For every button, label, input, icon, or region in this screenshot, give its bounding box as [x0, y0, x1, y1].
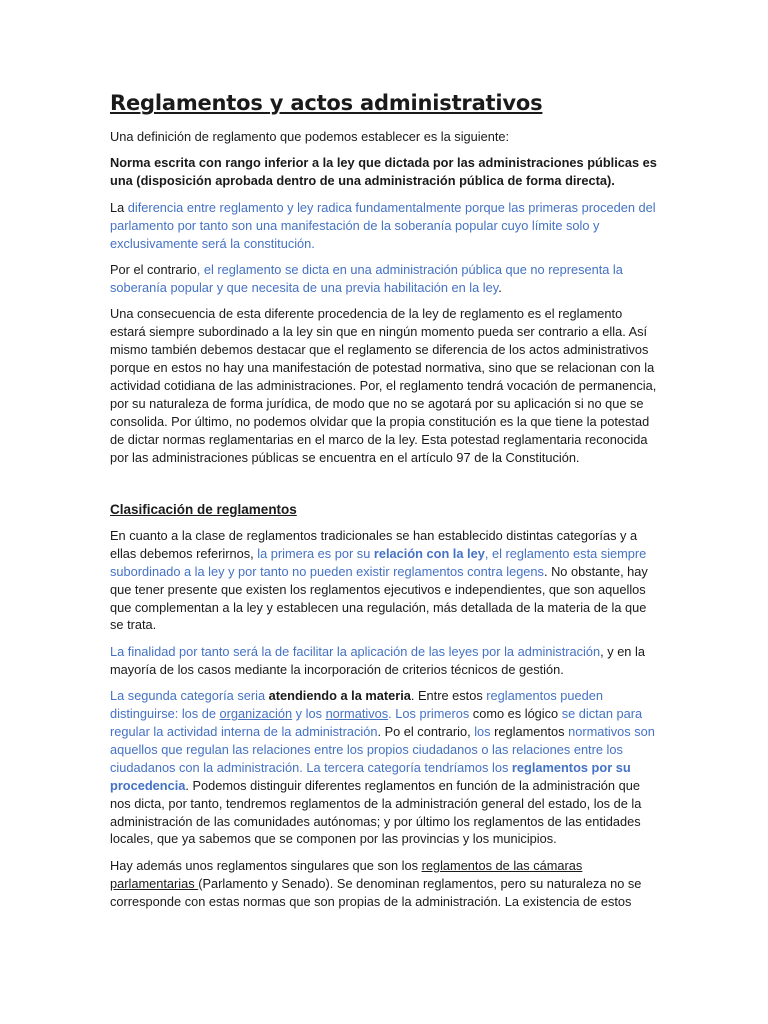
bold-text: atendiendo a la materia — [268, 688, 411, 704]
highlighted-text: , el reglamento esta siempre subordinado a la ley y por tanto no pueden existir reglamentos contra legens — [110, 545, 647, 579]
text-run: Hay además unos reglamentos singulares que son los — [110, 857, 422, 873]
text-run: . — [498, 279, 502, 295]
text-run: Por el contrario — [110, 261, 197, 277]
paragraph-difference — [110, 199, 660, 253]
highlighted-text: los — [474, 723, 491, 739]
paragraph-finality — [110, 643, 660, 679]
text-run: La — [110, 199, 128, 215]
paragraph-singular — [110, 857, 660, 911]
paragraph-definition: Norma escrita con rango inferior a la ley que dictada por las administraciones públicas es una (disposición aprobada dentro de una administración pública de forma directa). — [110, 155, 657, 189]
section-heading: Clasificación de reglamentos — [110, 501, 297, 517]
paragraph-contrary — [110, 261, 660, 297]
highlighted-text: normativos son aquellos que regulan las relaciones entre los propios ciudadanos o las relaciones entre los ciudadanos con la administración. La tercera categoría tendríamos los — [110, 723, 655, 775]
text-run: . No obstante, hay que tener presente que existen los reglamentos ejecutivos e independientes, que son aquellos que complementan a la ley y establecen una regulación, más detallada de la materia de la que se trata. — [110, 563, 648, 633]
paragraph-intro: Una definición de reglamento que podemos establecer es la siguiente: — [110, 129, 510, 144]
page-title: Reglamentos y actos administrativos — [110, 91, 543, 115]
highlighted-text: , el reglamento se dicta en una administración pública que no representa la soberanía popular y que necesita de una previa habilitación en la ley — [110, 261, 623, 295]
highlighted-text: la primera es por su — [257, 545, 374, 561]
underlined-text: reglamentos de las cámaras parlamentarias — [110, 857, 583, 891]
text-run: En cuanto a la clase de reglamentos tradicionales se han establecido distintas categorías y a ellas debemos referirnos, — [110, 527, 638, 561]
text-run: (Parlamento y Senado). Se denominan reglamentos, pero su naturaleza no se corresponde con estas normas que son propias de la administración. La existencia de estos — [110, 875, 642, 909]
text-run: reglamentos — [490, 723, 569, 739]
text-run: . Entre estos — [410, 688, 487, 704]
highlighted-text: diferencia entre reglamento y ley radica fundamentalmente porque las primeras proceden del parlamento por tanto son una manifestación de la soberanía popular cuyo límite solo y exclusivamente será la constitución. — [110, 199, 656, 251]
text-run: como es lógico — [469, 706, 562, 722]
highlighted-underlined-text: organización — [219, 706, 293, 722]
highlighted-text: reglamentos pueden distinguirse: los de — [110, 688, 603, 722]
highlighted-text: La segunda categoría seria — [110, 688, 269, 704]
highlighted-underlined-text: normativos — [325, 706, 389, 722]
text-run: , y en la mayoría de los casos mediante la incorporación de criterios técnicos de gestión. — [110, 643, 645, 677]
text-run: . Po el contrario, — [377, 723, 475, 739]
text-run: . Podemos distinguir diferentes reglamentos en función de la administración que nos dicta, por tanto, tendremos reglamentos de la administración general del estado, los de la administración de las comunidades autónomas; y por último los reglamentos de las entidades locales, que ya sabemos que se componen por las provincias y los municipios. — [110, 777, 642, 847]
document-body — [110, 88, 660, 919]
paragraph-second-category — [110, 687, 660, 848]
highlighted-text: y los — [292, 706, 326, 722]
highlighted-text: se dictan para regular la actividad interna de la administración — [110, 706, 643, 739]
highlighted-text: Los primeros — [395, 706, 470, 722]
spacer — [110, 475, 660, 501]
paragraph-consequence: Una consecuencia de esta diferente procedencia de la ley de reglamento es el reglamento estará siempre subordinado a la ley sin que en ningún momento pueda ser contrario a ella. Así mismo también debemos destacar que el reglamento se diferencia de los actos administrativos porque en estos no hay una manifestación de potestad normativa, sino que se relacionan con la actividad cotidiana de las administraciones. Por, el reglamento tendrá vocación de permanencia, por su naturaleza de forma jurídica, de modo que no se agotará por su aplicación si no que se consolida. Por último, no podemos olvidar que la propia constitución es la que tiene la potestad de dictar normas reglamentarias en el marco de la ley. Esta potestad reglamentaria reconocida por las administraciones públicas se encuentra en el artículo 97 de la Constitución. — [110, 306, 657, 465]
highlighted-bold-text: reglamentos por su procedencia — [110, 759, 631, 793]
highlighted-text: La finalidad por tanto será la de facilitar la aplicación de las leyes por la administración — [110, 643, 601, 659]
paragraph-classification — [110, 527, 660, 634]
highlighted-text: . — [388, 706, 396, 722]
highlighted-bold-text: relación con la ley — [373, 545, 485, 561]
